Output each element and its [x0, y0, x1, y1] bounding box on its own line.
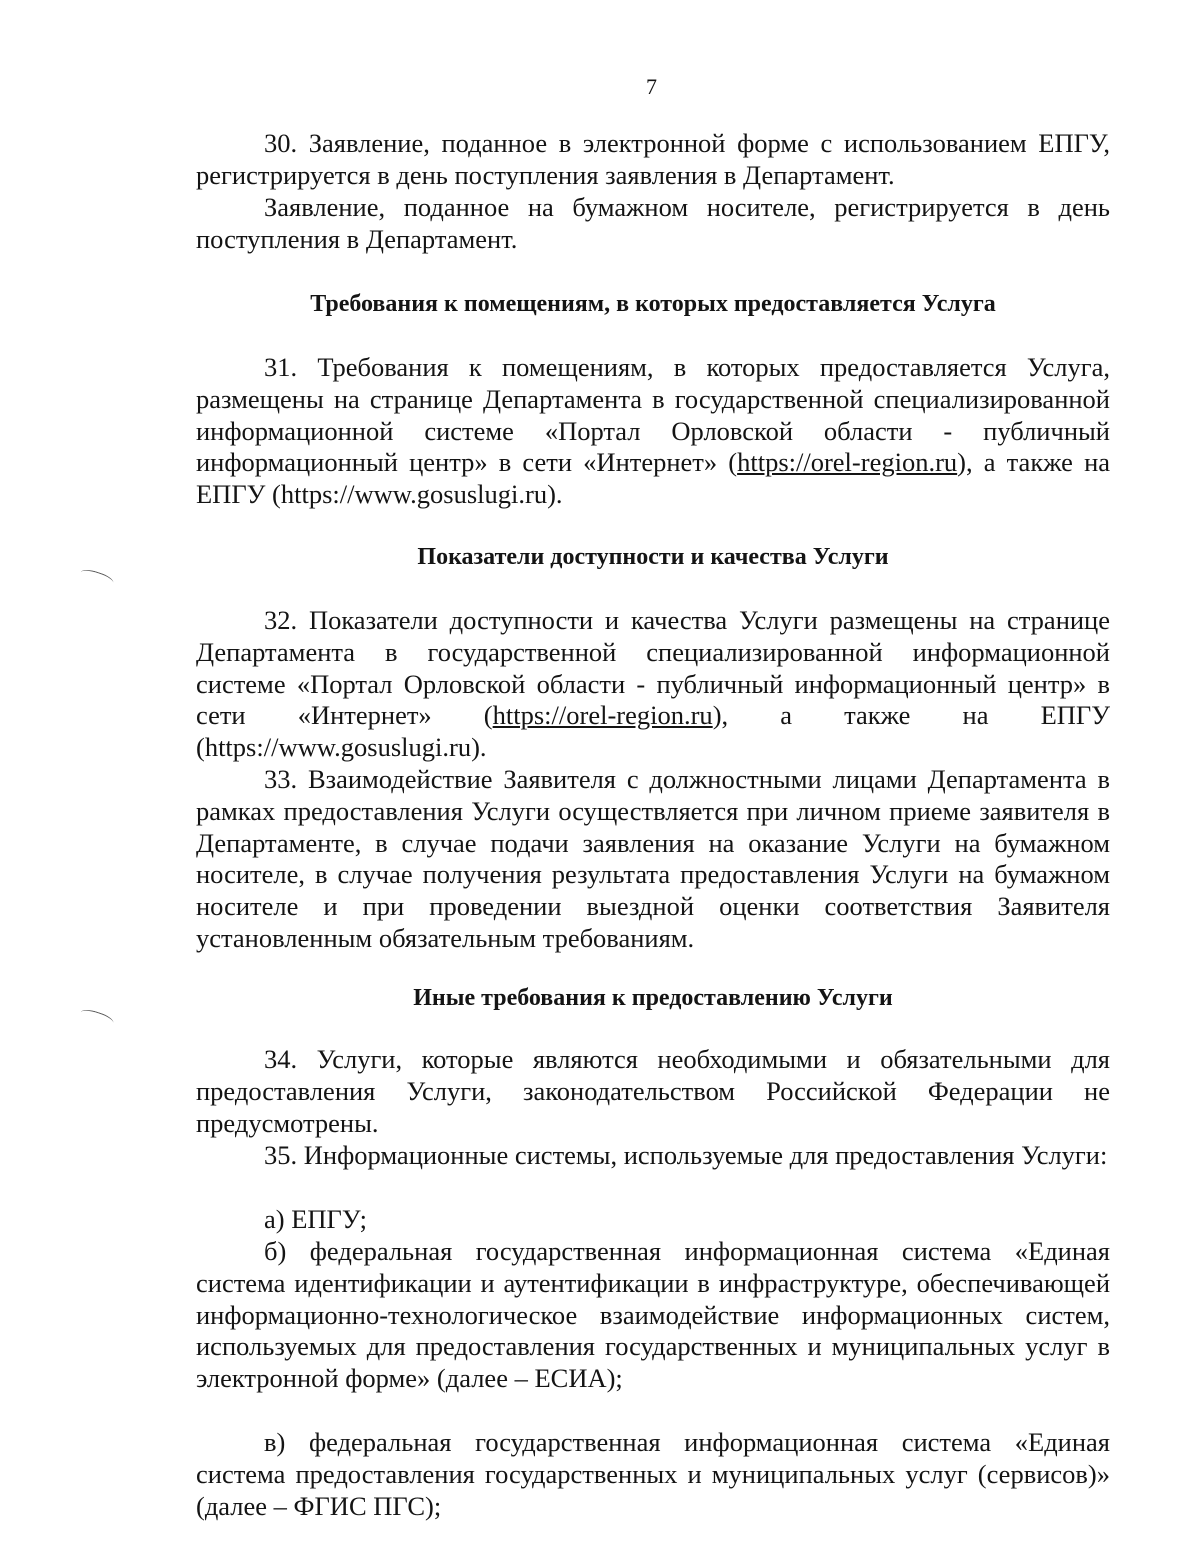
paragraph-30-continued: Заявление, поданное на бумажном носителе, регистрируется в день поступления в Департамент.: [196, 192, 1110, 254]
heading-premises-requirements: Требования к помещениям, в которых предоставляется Услуга: [310, 291, 996, 317]
paragraph-32: 32. Показатели доступности и качества Услуги размещены на странице Департамента в государственной специализированной информационной системе «Портал Орловской области - публичный информационный центр» в сети «Интернет» (https://orel-region.ru), а также на ЕПГУ (https://www.gosuslugi.ru).: [196, 605, 1111, 763]
paragraph-30: 30. Заявление, поданное в электронной форме с использованием ЕПГУ, регистрируется в день поступления заявления в Департамент.: [196, 128, 1110, 190]
paragraph-35: 35. Информационные системы, используемые для предоставления Услуги:: [264, 1140, 1108, 1170]
paragraph-31: 31. Требования к помещениям, в которых предоставляется Услуга, размещены на странице Департамента в государственной специализированной информационной системе «Портал Орловской области - публичный информационный центр» в сети «Интернет» (https://orel-region.ru), а также на ЕПГУ (https://www.gosuslugi.ru).: [196, 352, 1111, 510]
orel-region-link[interactable]: https://orel-region.ru: [492, 700, 713, 731]
heading-other-requirements: Иные требования к предоставлению Услуги: [413, 985, 893, 1011]
list-item-b: б) федеральная государственная информационная система «Единая система идентификации и аутентификации в инфраструктуре, обеспечивающей информационно-технологическое взаимодействие информационных систем, используемых для предоставления государственных и муниципальных услуг в электронной форме» (далее – ЕСИА);: [196, 1236, 1110, 1394]
scan-mark: [79, 567, 115, 588]
orel-region-link[interactable]: https://orel-region.ru: [737, 447, 958, 478]
paragraph-34: 34. Услуги, которые являются необходимыми и обязательными для предоставления Услуги, законодательством Российской Федерации не предусмотрены.: [196, 1044, 1110, 1138]
scan-mark: [79, 1007, 115, 1028]
paragraph-33: 33. Взаимодействие Заявителя с должностными лицами Департамента в рамках предоставления Услуги осуществляется при личном приеме заявителя в Департаменте, в случае подачи заявления на оказание Услуги на бумажном носителе, в случае получения результата предоставления Услуги на бумажном носителе и при проведении выездной оценки соответствия Заявителя установленным обязательным требованиям.: [196, 764, 1110, 953]
list-item-c: в) федеральная государственная информационная система «Единая система предоставления государственных и муниципальных услуг (сервисов)» (далее – ФГИС ПГС);: [196, 1427, 1110, 1521]
page-number: 7: [646, 74, 657, 99]
list-item-a: а) ЕПГУ;: [264, 1204, 367, 1234]
heading-accessibility-indicators: Показатели доступности и качества Услуги: [417, 544, 889, 570]
